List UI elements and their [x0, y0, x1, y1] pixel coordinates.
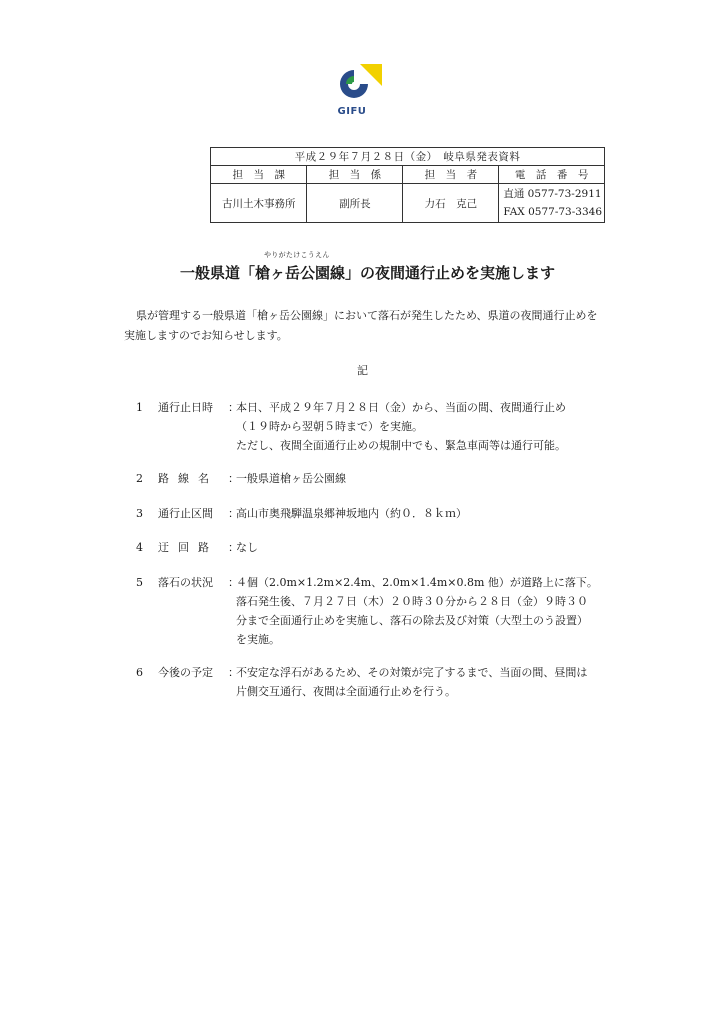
ki-marker: 記	[357, 364, 368, 377]
item-label: 通行止日時	[158, 401, 213, 414]
title-ruby: やりがたけこうえん	[264, 251, 330, 259]
item-line: 落石発生後、７月２７日（木）２０時３０分から２８日（金）９時３０	[236, 595, 588, 608]
item-line: ４個（2.0m×1.2m×2.4m、2.0m×1.4m×0.8m 他）が道路上に落下。	[236, 576, 598, 589]
item-colon: ：	[228, 472, 239, 485]
item-body	[236, 663, 614, 701]
item-line: 本日、平成２９年７月２８日（金）から、当面の間、夜間通行止め	[236, 401, 566, 414]
item-label: 通行止区間	[158, 507, 213, 520]
division-value: 古川土木事務所	[211, 184, 307, 223]
item-number: 6	[136, 666, 143, 679]
item-label: 迂回路	[158, 541, 218, 554]
person-value: 力石 克己	[403, 184, 499, 223]
phone-value: 直通 0577-73-2911	[503, 188, 602, 200]
item-line: 片側交互通行、夜間は全面通行止めを行う。	[236, 685, 456, 698]
header-person: 担 当 者	[403, 166, 499, 184]
gifu-logo-mark	[332, 62, 388, 108]
item-body	[236, 398, 614, 455]
header-division: 担 当 課	[211, 166, 307, 184]
item-number: 1	[136, 401, 143, 414]
item-body	[236, 469, 614, 488]
item-number: 5	[136, 576, 143, 589]
item-label: 今後の予定	[158, 666, 213, 679]
logo-text: GIFU	[337, 106, 367, 117]
item-label: 路線名	[158, 472, 218, 485]
item-line: 高山市奥飛騨温泉郷神坂地内（約０．８ｋｍ）	[236, 507, 467, 520]
item-colon: ：	[228, 666, 239, 679]
item-label: 落石の状況	[158, 576, 213, 589]
item-number: 3	[136, 507, 143, 520]
gifu-logo	[332, 62, 388, 122]
contact-info-table	[210, 147, 605, 223]
fax-value: FAX 0577-73-3346	[503, 206, 602, 218]
item-line: 一般県道槍ヶ岳公園線	[236, 472, 346, 485]
item-body	[236, 538, 614, 557]
header-phone: 電 話 番 号	[499, 166, 605, 184]
item-colon: ：	[228, 576, 239, 589]
item-body	[236, 504, 614, 523]
intro-paragraph: 県が管理する一般県道「槍ヶ岳公園線」において落石が発生したため、県道の夜間通行止めを実施しますのでお知らせします。	[124, 309, 598, 342]
item-colon: ：	[228, 507, 239, 520]
header-section: 担 当 係	[307, 166, 403, 184]
item-line: なし	[236, 541, 258, 554]
item-colon: ：	[228, 541, 239, 554]
item-number: 2	[136, 472, 143, 485]
release-date: 平成２９年７月２８日（金） 岐阜県発表資料	[211, 148, 605, 166]
item-number: 4	[136, 541, 143, 554]
page-title: 一般県道「槍ヶ岳公園線」の夜間通行止めを実施します	[180, 264, 556, 282]
item-line: ただし、夜間全面通行止めの規制中でも、緊急車両等は通行可能。	[236, 439, 566, 452]
item-line: 不安定な浮石があるため、その対策が完了するまで、当面の間、昼間は	[236, 666, 588, 679]
item-body	[236, 573, 614, 649]
item-line: 分まで全面通行止めを実施し、落石の除去及び対策（大型土のう設置）	[236, 614, 588, 627]
item-colon: ：	[228, 401, 239, 414]
item-line: （１９時から翌朝５時まで）を実施。	[236, 420, 423, 433]
item-line: を実施。	[236, 633, 280, 646]
section-value: 副所長	[307, 184, 403, 223]
phone-cell	[499, 184, 605, 223]
